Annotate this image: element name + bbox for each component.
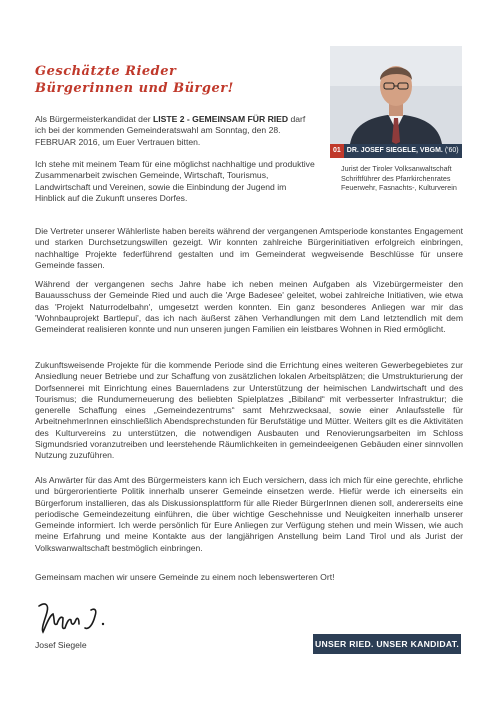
candidate-year: ('60) — [444, 147, 459, 154]
candidate-number: 01 — [330, 144, 344, 158]
signature-name: Josef Siegele — [35, 640, 87, 650]
candidate-role-2: Schriftführer des Pfarrkirchenrates — [341, 173, 451, 183]
intro-paragraph — [35, 114, 315, 148]
intro-paragraph-2: Ich stehe mit meinem Team für eine möglichst nachhaltige und produktive Zusammenarbeit zwischen Gemeinde, Wirtschaft, Tourismus, Landwirtschaft und Vereinen, sowie die Einbindung der Jugend im Hinblick auf die Zukunft unseres Dorfes. — [35, 159, 315, 203]
closing-sentence: Gemeinsam machen wir unsere Gemeinde zu einem noch lebenswerteren Ort! — [35, 572, 335, 582]
candidate-name: DR. JOSEF SIEGELE, VBGM. — [346, 147, 443, 154]
portrait-image — [330, 46, 462, 144]
candidate-role-3: Feuerwehr, Fasnachts-, Kulturverein — [341, 183, 457, 192]
candidate-role-1: Jurist der Tiroler Volksanwaltschaft — [341, 164, 452, 173]
greeting-heading — [35, 63, 295, 97]
intro-text-end: darf ich bei der kommenden Gemeinderatswahl am Sonntag, den 28. FEBRUAR 2016, um Euer Vertrauen bitten. — [35, 114, 306, 147]
body-paragraph-2: Während der vergangenen sechs Jahre habe ich neben meinen Aufgaben als Vizebürgermeister den Bauausschuss der Gemeinde Ried und auch die 'Arge Badesee' geleitet, wobei zahlreiche Initiativen, wie etwa das 'Projekt Naturrodelbahn', umgesetzt werden konnten. Ein ganz besonderes Anliegen war mir das 'Wohnbauprojekt Bartlepui', das ich nach äußerst zähen Verhandlungen mit dem Land letztendlich mit dem Gemeinderat realisieren konnte und nun unseren jungen Familien ein leistbares Wohnen in Ried ermöglicht. — [35, 279, 463, 335]
greeting-line-2: Bürgerinnen und Bürger! — [35, 81, 234, 96]
candidate-roles — [341, 164, 463, 193]
candidate-photo — [330, 46, 462, 144]
body-paragraph-1: Die Vertreter unserer Wählerliste haben bereits während der vergangenen Amtsperiode konstantes Engagement und starken Durchsetzungswillen gezeigt. Wir konnten zahlreiche Bürgerinitiativen erfolgreich einbringen, nachhaltige Projekte federführend gestalten und im Gemeinderat wegweisende Beschlüsse für unsere Gemeinde fassen. — [35, 226, 463, 270]
handwritten-signature — [35, 598, 115, 636]
slogan-banner: UNSER RIED. UNSER KANDIDAT. — [313, 634, 461, 654]
body-paragraph-3: Zukunftsweisende Projekte für die kommende Periode sind die Errichtung eines weiteren Gewerbegebietes zur Ansiedlung neuer Betriebe und zur Schaffung von zusätzlichen lokalen Arbeitsplätzen; die Umstrukturierung der Dorfsennerei mit Einrichtung eines Bauernladens zur Unterstützung der heimischen Landwirtschaft und des Tourismus; die Rundumerneuerung des beliebten Spielplatzes „Bibiland“ mit verbesserter Infrastruktur; die generelle Schaffung eines „Gemeindezentrums“ samt Mehrzwecksaal, sowie einer Anlaufsstelle für ArbeitnehmerInnen einschließlich Abendsprechstunden für Berufstätige und Mütter. Weiters gilt es die Aktivitäten des Kulturvereins zu unterstützen, die notwendigen Ausbauten und Renovierungsarbeiten im Schloss Sigmundsried voranzutreiben und leerstehende Räumlichkeiten in gemeindeeigenen Gebäuden einer sinnvollen Nutzung zuzuführen. — [35, 360, 463, 461]
body-paragraph-4: Als Anwärter für das Amt des Bürgermeisters kann ich Euch versichern, dass ich mich für eine gerechte, ehrliche und bürgerorientierte Politik innerhalb unserer Gemeinde einsetzen werde. Hiefür werde ich einerseits ein Bürgerforum installieren, das als Diskussionsplattform für alle Rieder BürgerInnen dienen soll, andererseits eine periodische Gemeindezeitung einführen, die über wichtige Geschehnisse und Neuigkeiten innerhalb unserer Gemeinde informiert. Ich werde persönlich für Eure Anliegen zur Verfügung stehen und mein Wissen, wie auch meine Erfahrung und meine Kontakte aus der langjährigen Anstellung beim Land Tirol und als Jurist der Volkswanwaltschaft bestmöglich einbringen. — [35, 475, 463, 553]
intro-text-start: Als Bürgermeisterkandidat der — [35, 114, 153, 124]
greeting-line-1: Geschätzte Rieder — [35, 64, 177, 79]
list-name: LISTE 2 - GEMEINSAM FÜR RIED — [152, 114, 289, 124]
candidate-caption-bar — [330, 144, 462, 158]
